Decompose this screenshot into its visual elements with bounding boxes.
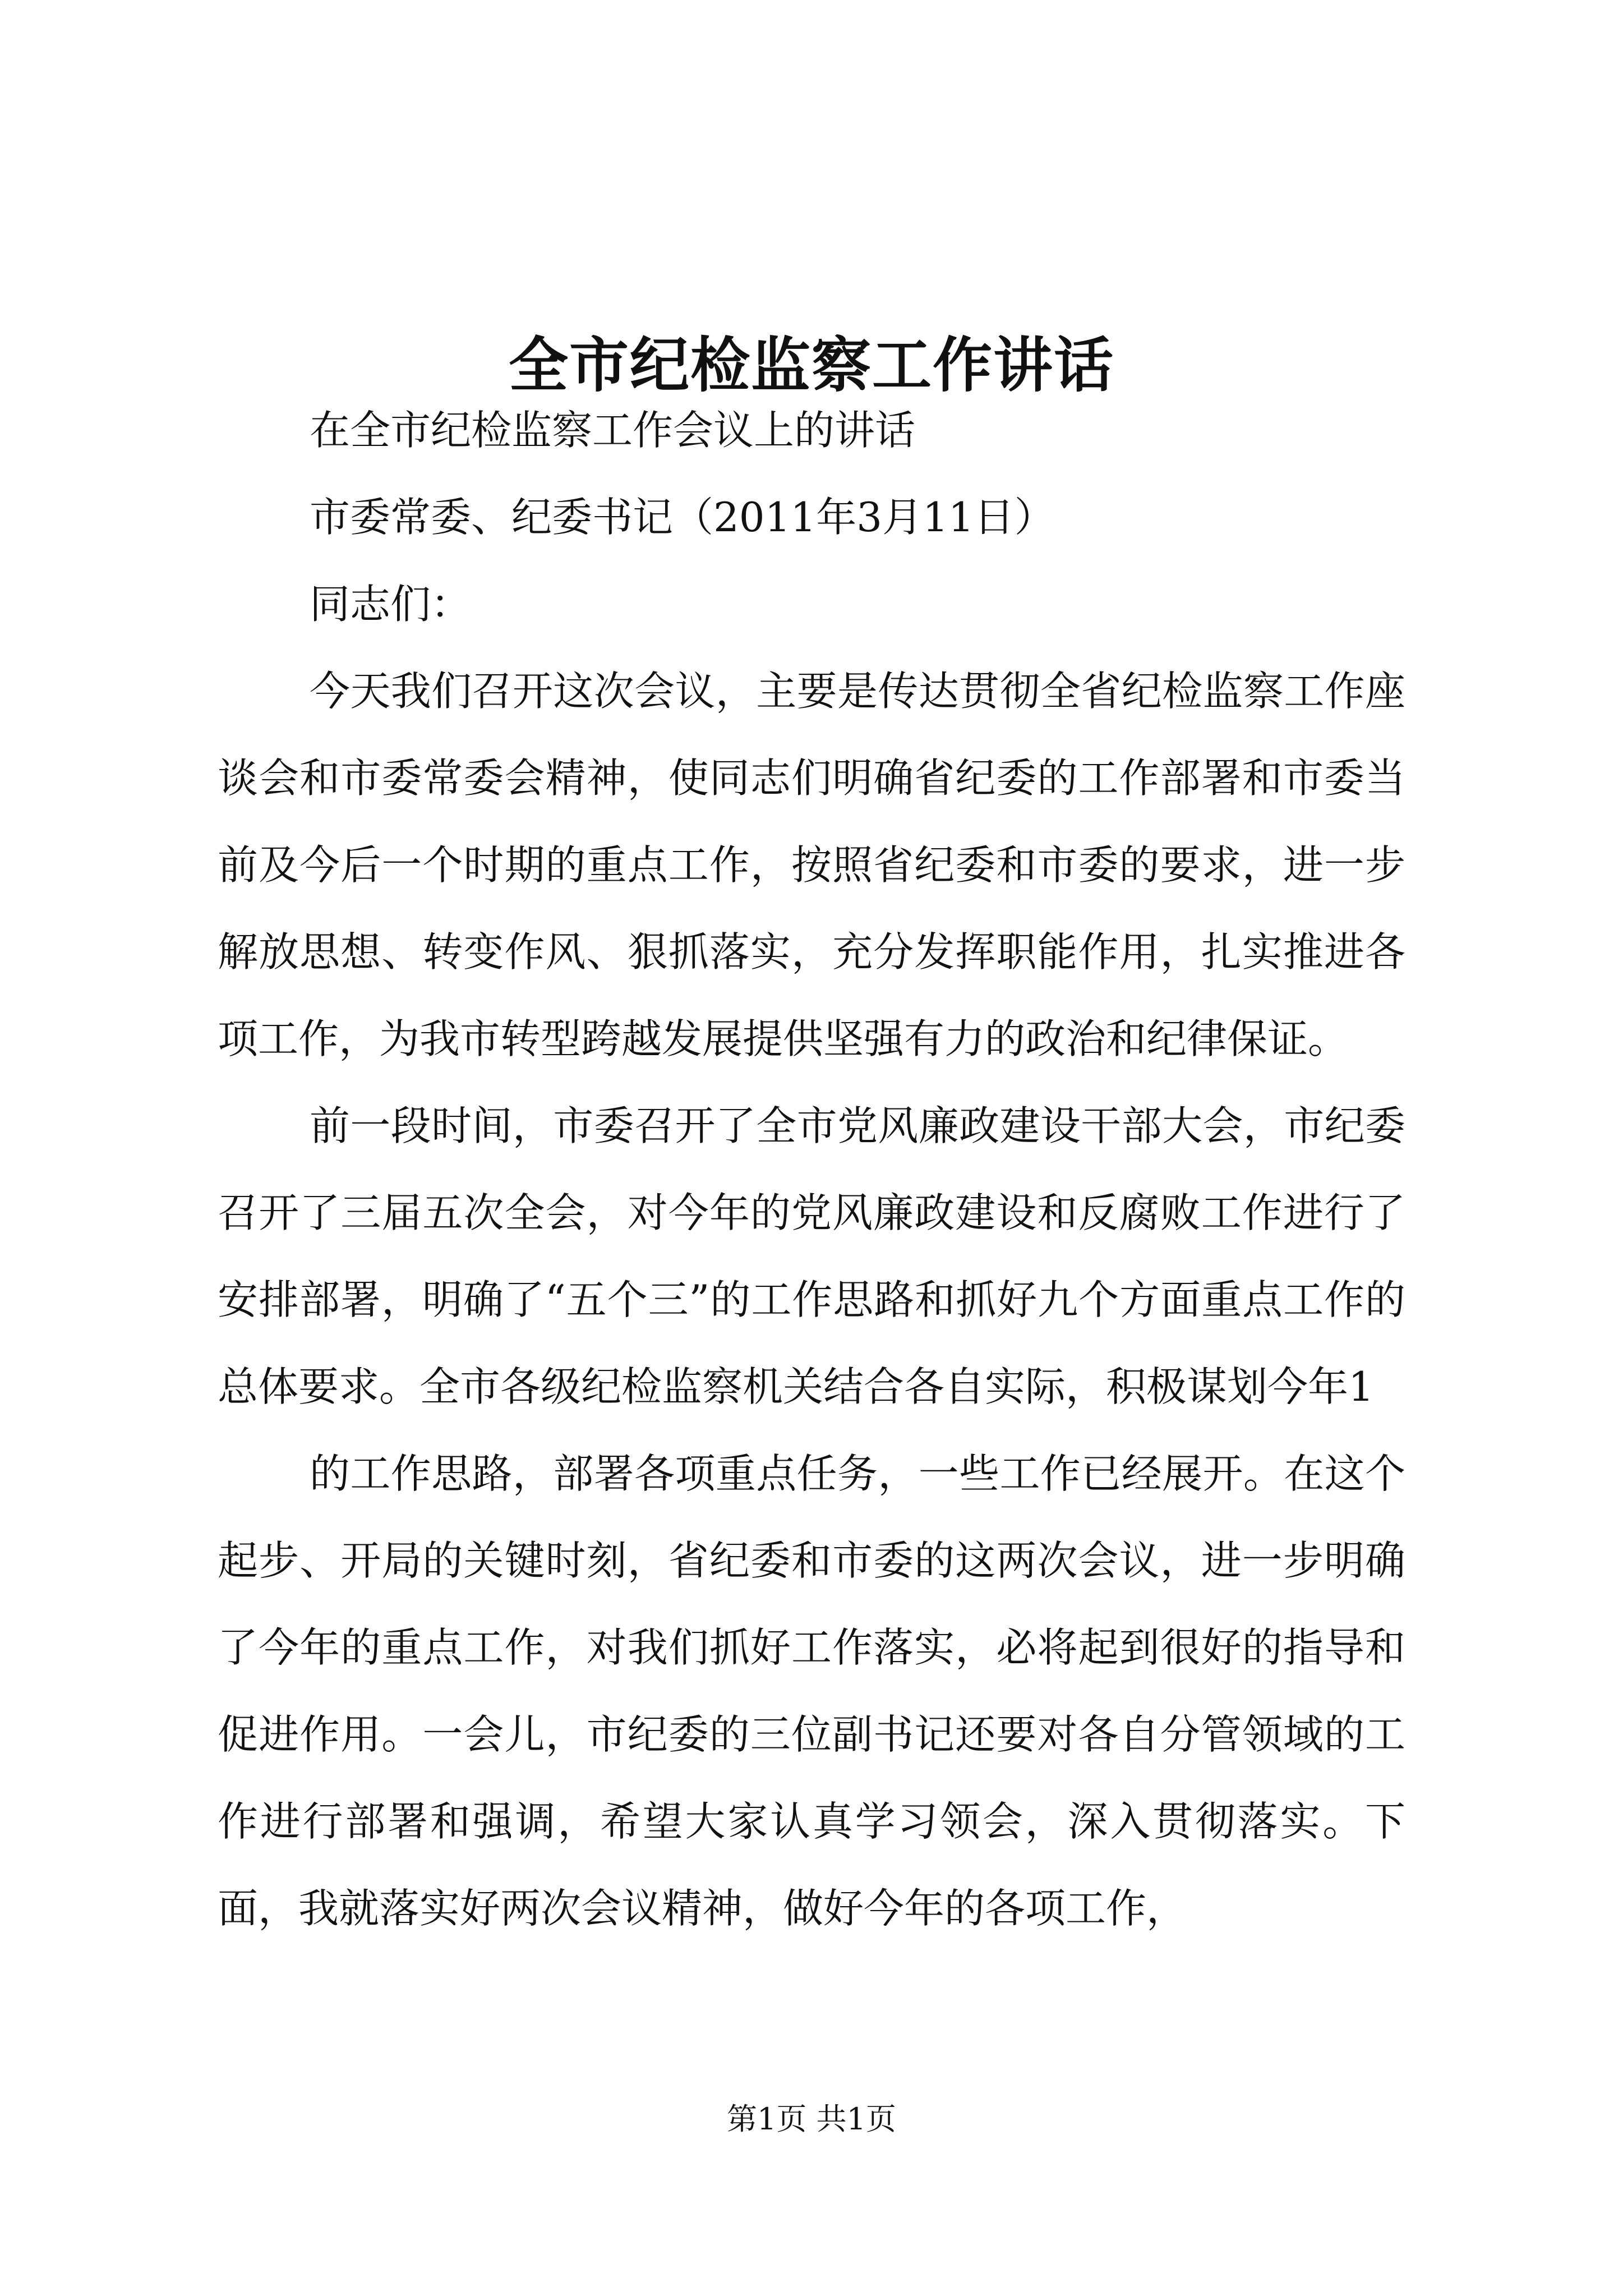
- paragraph-2: 前一段时间，市委召开了全市党风廉政建设干部大会，市纪委召开了三届五次全会，对今年的党风廉政建设和反腐败工作进行了安排部署，明确了“五个三”的工作思路和抓好九个方面重点工作的总体要求。全市各级纪检监察机关结合各自实际，积极谋划今年1: [218, 1102, 1405, 1410]
- speech-subtitle: 在全市纪检监察工作会议上的讲话: [310, 407, 916, 454]
- speaker-line: 市委常委、纪委书记（2011年3月11日）: [310, 494, 1055, 541]
- salutation: 同志们：: [310, 581, 472, 628]
- document-title: 全市纪检监察工作讲话: [509, 330, 1114, 401]
- paragraph-3: 的工作思路，部署各项重点任务，一些工作已经展开。在这个起步、开局的关键时刻，省纪委和市委的这两次会议，进一步明确了今年的重点工作，对我们抓好工作落实，必将起到很好的指导和促进作用。一会儿，市纪委的三位副书记还要对各自分管领域的工作进行部署和强调，希望大家认真学习领会，深入贯彻落实。下面，我就落实好两次会议精神，做好今年的各项工作，: [218, 1450, 1405, 1932]
- paragraph-1: 今天我们召开这次会议，主要是传达贯彻全省纪检监察工作座谈会和市委常委会精神，使同志们明确省纪委的工作部署和市委当前及今后一个时期的重点工作，按照省纪委和市委的要求，进一步解放思想、转变作风、狠抓落实，充分发挥职能作用，扎实推进各项工作，为我市转型跨越发展提供坚强有力的政治和纪律保证。: [218, 668, 1405, 1062]
- document-body: [218, 387, 1405, 1952]
- page-footer: 第1页 共1页: [727, 2101, 896, 2137]
